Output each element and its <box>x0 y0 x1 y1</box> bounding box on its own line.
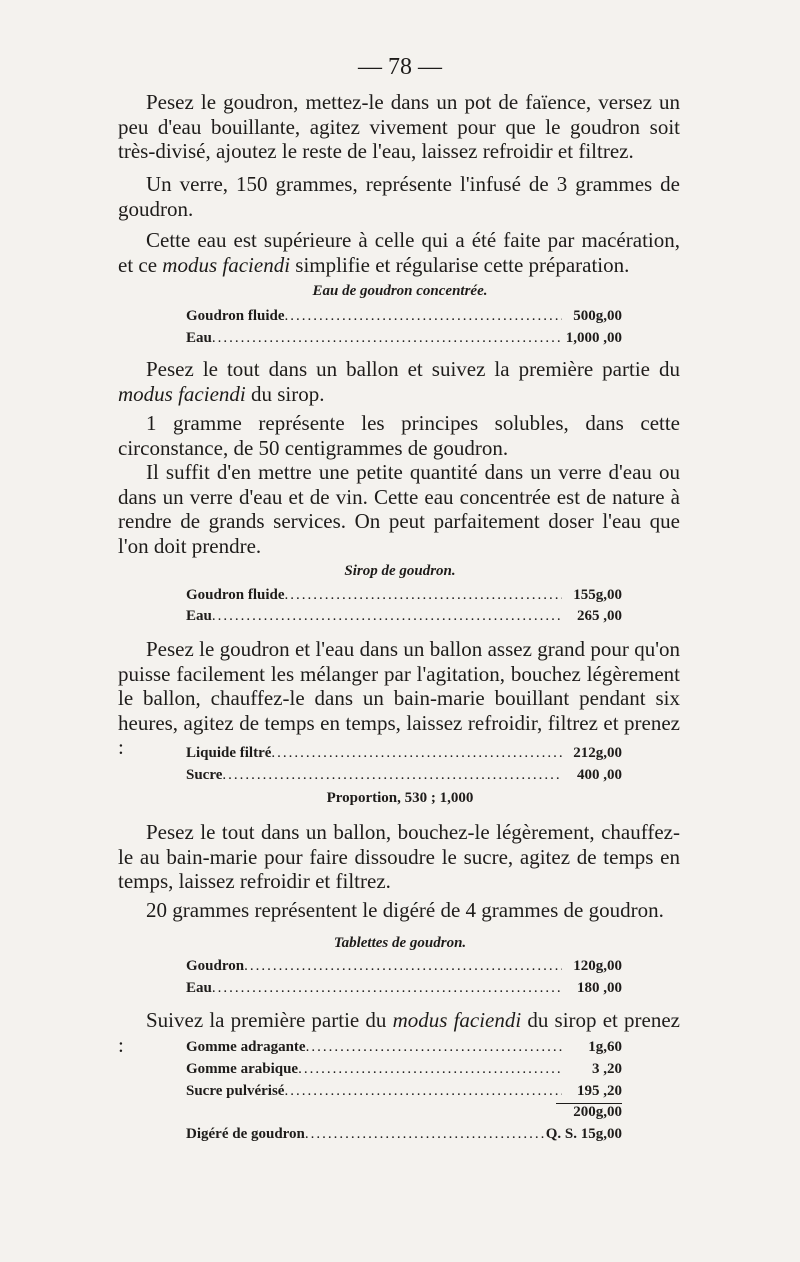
recipe-row: Eau ..... 180 ,00 <box>186 980 622 1000</box>
page-number: — 78 — <box>358 54 442 80</box>
recipe-row: Liquide filtré ..... 212g,00 <box>186 745 622 765</box>
recipe-row: Eau ..... 265 ,00 <box>186 608 622 628</box>
recipe-title-tablettes: Tablettes de goudron. <box>333 935 467 951</box>
italic-modus-faciendi: modus faciendi <box>118 381 246 406</box>
paragraph-dissoudre: Pesez le tout dans un ballon, bouchez-le légèrement, chauffez-le au bain-marie pour faire dissoudre le sucre, agitez de temps en temps, laissez refroidir et filtrez. <box>118 820 680 893</box>
paragraph-principes: 1 gramme représente les principes solubles, dans cette circonstance, de 50 centigrammes de goudron. <box>118 411 680 460</box>
paragraph-ballon: Pesez le tout dans un ballon et suivez la première partie du modus faciendi du sirop. <box>118 357 680 406</box>
paragraph-suivez: Suivez la première partie du modus faciendi du sirop et prenez : <box>118 1008 680 1057</box>
recipe-row: Goudron fluide ..... 155g,00 <box>186 587 622 607</box>
paragraph-infusion-method: Pesez le goudron, mettez-le dans un pot de faïence, versez un peu d'eau bouillante, agitez vivement pour que le goudron soit très-divisé, ajoutez le reste de l'eau, laissez refroidir et filtrez. <box>118 90 680 163</box>
paragraph-digere: 20 grammes représentent le digéré de 4 grammes de goudron. <box>146 898 664 922</box>
recipe-title-eau-concentree: Eau de goudron concentrée. <box>312 283 488 299</box>
recipe-title-sirop: Sirop de goudron. <box>344 563 456 579</box>
italic-modus-faciendi: modus faciendi <box>392 1008 522 1032</box>
recipe-row: Goudron fluide ..... 500g,00 <box>186 308 622 328</box>
paragraph-maceration: Cette eau est supérieure à celle qui a été faite par macération, et ce modus faciendi simplifie et régularise cette préparation. <box>118 228 680 277</box>
recipe-row: Goudron ..... 120g,00 <box>186 958 622 978</box>
paragraph-bain-marie: Pesez le goudron et l'eau dans un ballon assez grand pour qu'on puisse facilement les mélanger par l'agitation, bouchez légèrement le ballon, chauffez-le dans un bain-marie bouillant pendant six heures, agitez de temps en temps, laissez refroidir, filtrez et prenez : <box>118 637 680 759</box>
recipe-row: Gomme arabique ..... 3 ,20 <box>186 1061 622 1081</box>
recipe-row: Digéré de goudron ..... Q. S. 15g,00 <box>186 1126 622 1146</box>
proportion-line: Proportion, 530 ; 1,000 <box>326 790 474 806</box>
paragraph-dose: Un verre, 150 grammes, représente l'infusé de 3 grammes de goudron. <box>118 172 680 221</box>
recipe-row: Eau ..... 1,000 ,00 <box>186 330 622 350</box>
recipe-row: Sucre pulvérisé ..... 195 ,20 <box>186 1083 622 1103</box>
recipe-row: Gomme adragante ..... 1g,60 <box>186 1039 622 1059</box>
recipe-row: Sucre ..... 400 ,00 <box>186 767 622 787</box>
sum-total: 200g,00 <box>573 1104 622 1120</box>
paragraph-quantite: Il suffit d'en mettre une petite quantité dans un verre d'eau ou dans un verre d'eau et de vin. Cette eau concentrée est de nature à rendre de grands services. On peut parfaitement doser l'eau que l'on doit prendre. <box>118 460 680 558</box>
italic-modus-faciendi: modus faciendi <box>162 252 291 277</box>
